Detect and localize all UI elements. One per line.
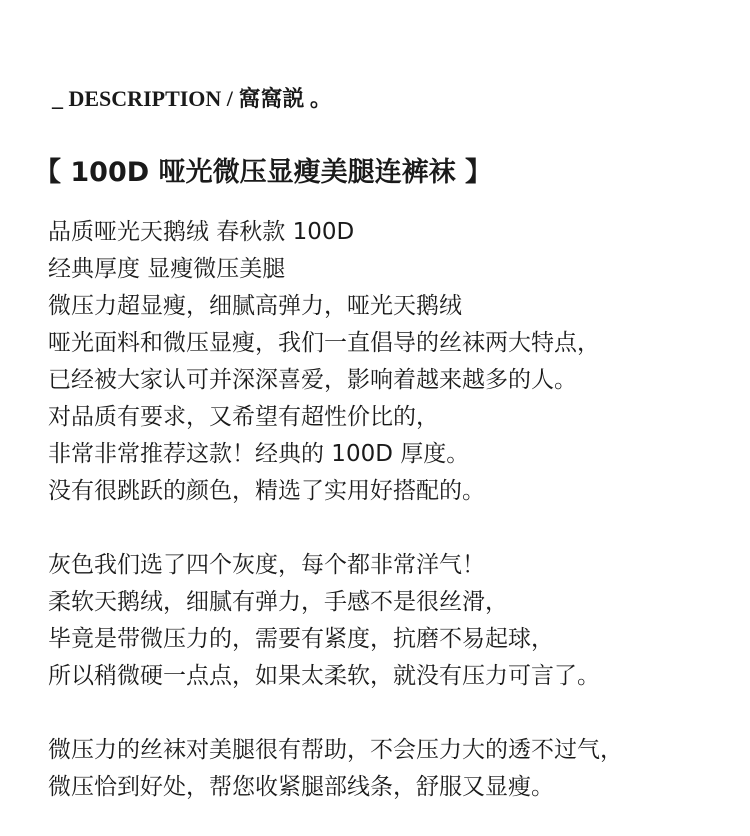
text-line: 微压恰到好处，帮您收紧腿部线条，舒服又显瘦。 (48, 774, 554, 800)
paragraph (48, 214, 738, 510)
text-line: 哑光面料和微压显瘦，我们一直倡导的丝袜两大特点， (48, 330, 600, 356)
description-body (48, 214, 738, 806)
text-line: 微压力超显瘦，细腻高弹力，哑光天鹅绒 (48, 293, 462, 319)
text-line: 灰色我们选了四个灰度，每个都非常洋气！ (48, 552, 485, 578)
description-header: _ DESCRIPTION / 窩窩説 。 (52, 86, 332, 111)
text-line: 已经被大家认可并深深喜爱，影响着越来越多的人。 (48, 367, 577, 393)
text-line: 微压力的丝袜对美腿很有帮助，不会压力大的透不过气， (48, 737, 623, 763)
text-line: 没有很跳跃的颜色，精选了实用好搭配的。 (48, 478, 485, 504)
paragraph (48, 547, 738, 695)
text-line: 非常非常推荐这款！经典的 100D 厚度。 (48, 441, 470, 467)
product-title: 【 100D 哑光微压显瘦美腿连裤袜 】 (34, 157, 492, 188)
text-line: 毕竟是带微压力的，需要有紧度，抗磨不易起球， (48, 626, 554, 652)
text-line: 柔软天鹅绒，细腻有弹力，手感不是很丝滑， (48, 589, 508, 615)
text-line: 所以稍微硬一点点，如果太柔软，就没有压力可言了。 (48, 663, 600, 689)
text-line: 经典厚度 显瘦微压美腿 (48, 256, 286, 282)
text-line: 品质哑光天鹅绒 春秋款 100D (48, 219, 355, 245)
paragraph (48, 732, 738, 806)
text-line: 对品质有要求，又希望有超性价比的， (48, 404, 439, 430)
